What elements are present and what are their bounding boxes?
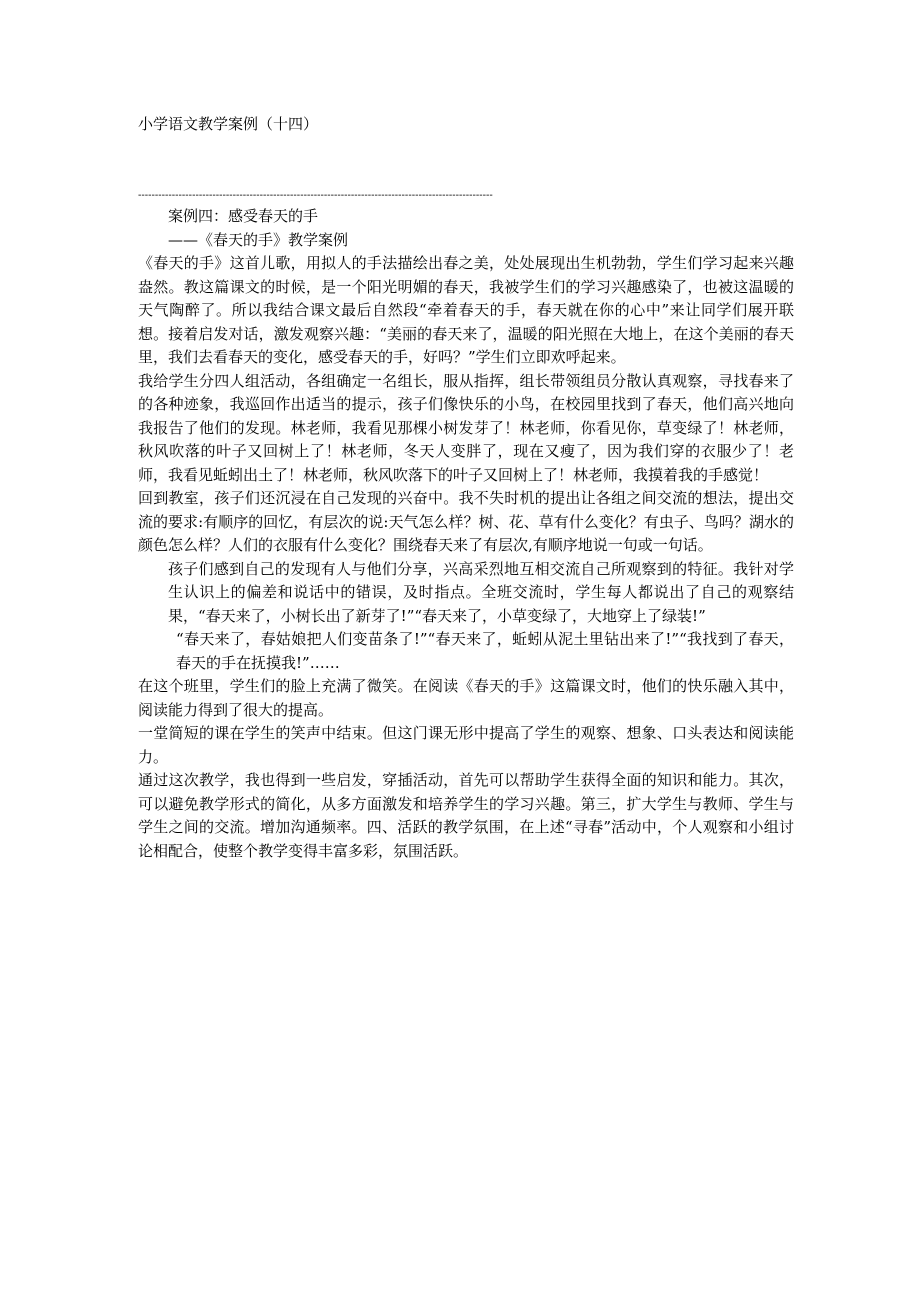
paragraph-2: 我给学生分四人组活动，各组确定一名组长，服从指挥，组长带领组员分散认真观察，寻找春来了的各种迹象，我巡回作出适当的提示，孩子们像快乐的小鸟，在校园里找到了春天，他们高兴地向我报告了他们的发现。林老师，我看见那棵小树发芽了！林老师，你看见你，草变绿了！林老师，秋风吹落的叶子又回树上了！林老师，冬天人变胖了，现在又瘦了，因为我们穿的衣服少了！老师，我看见蚯蚓出土了！林老师，秋风吹落下的叶子又回树上了！林老师，我摸着我的手感觉！ (138, 371, 794, 484)
paragraph-7: 一堂简短的课在学生的笑声中结束。但这门课无形中提高了学生的观察、想象、口头表达和阅读能力。 (138, 724, 794, 766)
paragraph-5: “春天来了，春姑娘把人们变苗条了!”“春天来了，蚯蚓从泥土里钻出来了!”“我找到了春天，春天的手在抚摸我!”…… (176, 630, 794, 672)
document-title: 小学语文教学案例（十四） (138, 115, 319, 133)
paragraph-1: 《春天的手》这首儿歌，用拟人的手法描绘出春之美，处处展现出生机勃勃，学生们学习起来兴趣盎然。教这篇课文的时候，是一个阳光明媚的春天，我被学生们的学习兴趣感染了，也被这温暖的天气陶醉了。所以我结合课文最后自然段“牵着春天的手，春天就在你的心中”来让同学们展开联想。接着启发对话，激发观察兴趣：“美丽的春天来了，温暖的阳光照在大地上，在这个美丽的春天里，我们去看春天的变化，感受春天的手，好吗？”学生们立即欢呼起来。 (138, 254, 794, 366)
case-subheading: ——《春天的手》教学案例 (168, 230, 349, 249)
paragraph-3: 回到教室，孩子们还沉浸在自己发现的兴奋中。我不失时机的提出让各组之间交流的想法，提出交流的要求:有顺序的回忆，有层次的说:天气怎么样？树、花、草有什么变化？有虫子、鸟吗？湖水的颜色怎么样？人们的衣服有什么变化？围绕春天来了有层次,有顺序地说一句或一句话。 (138, 489, 794, 554)
paragraph-6: 在这个班里，学生们的脸上充满了微笑。在阅读《春天的手》这篇课文时，他们的快乐融入其中，阅读能力得到了很大的提高。 (138, 677, 794, 719)
case-heading: 案例四：感受春天的手 (168, 207, 319, 225)
document-body (138, 205, 794, 863)
paragraph-4: 孩子们感到自己的发现有人与他们分享，兴高采烈地互相交流自己所观察到的特征。我针对学生认识上的偏差和说话中的错误，及时指点。全班交流时，学生每人都说出了自己的观察结果，“春天来了，小树长出了新芽了!”“春天来了，小草变绿了，大地穿上了绿装!” (168, 559, 794, 625)
divider-line: --------------------------------------------------------------------------------------------------------- (138, 190, 493, 201)
paragraph-8: 通过这次教学，我也得到一些启发，穿插活动，首先可以帮助学生获得全面的知识和能力。其次，可以避免教学形式的简化，从多方面激发和培养学生的学习兴趣。第三，扩大学生与教师、学生与学生之间的交流。增加沟通频率。四、活跃的教学氛围，在上述“寻春”活动中，个人观察和小组讨论相配合，使整个教学变得丰富多彩，氛围活跃。 (138, 771, 794, 860)
